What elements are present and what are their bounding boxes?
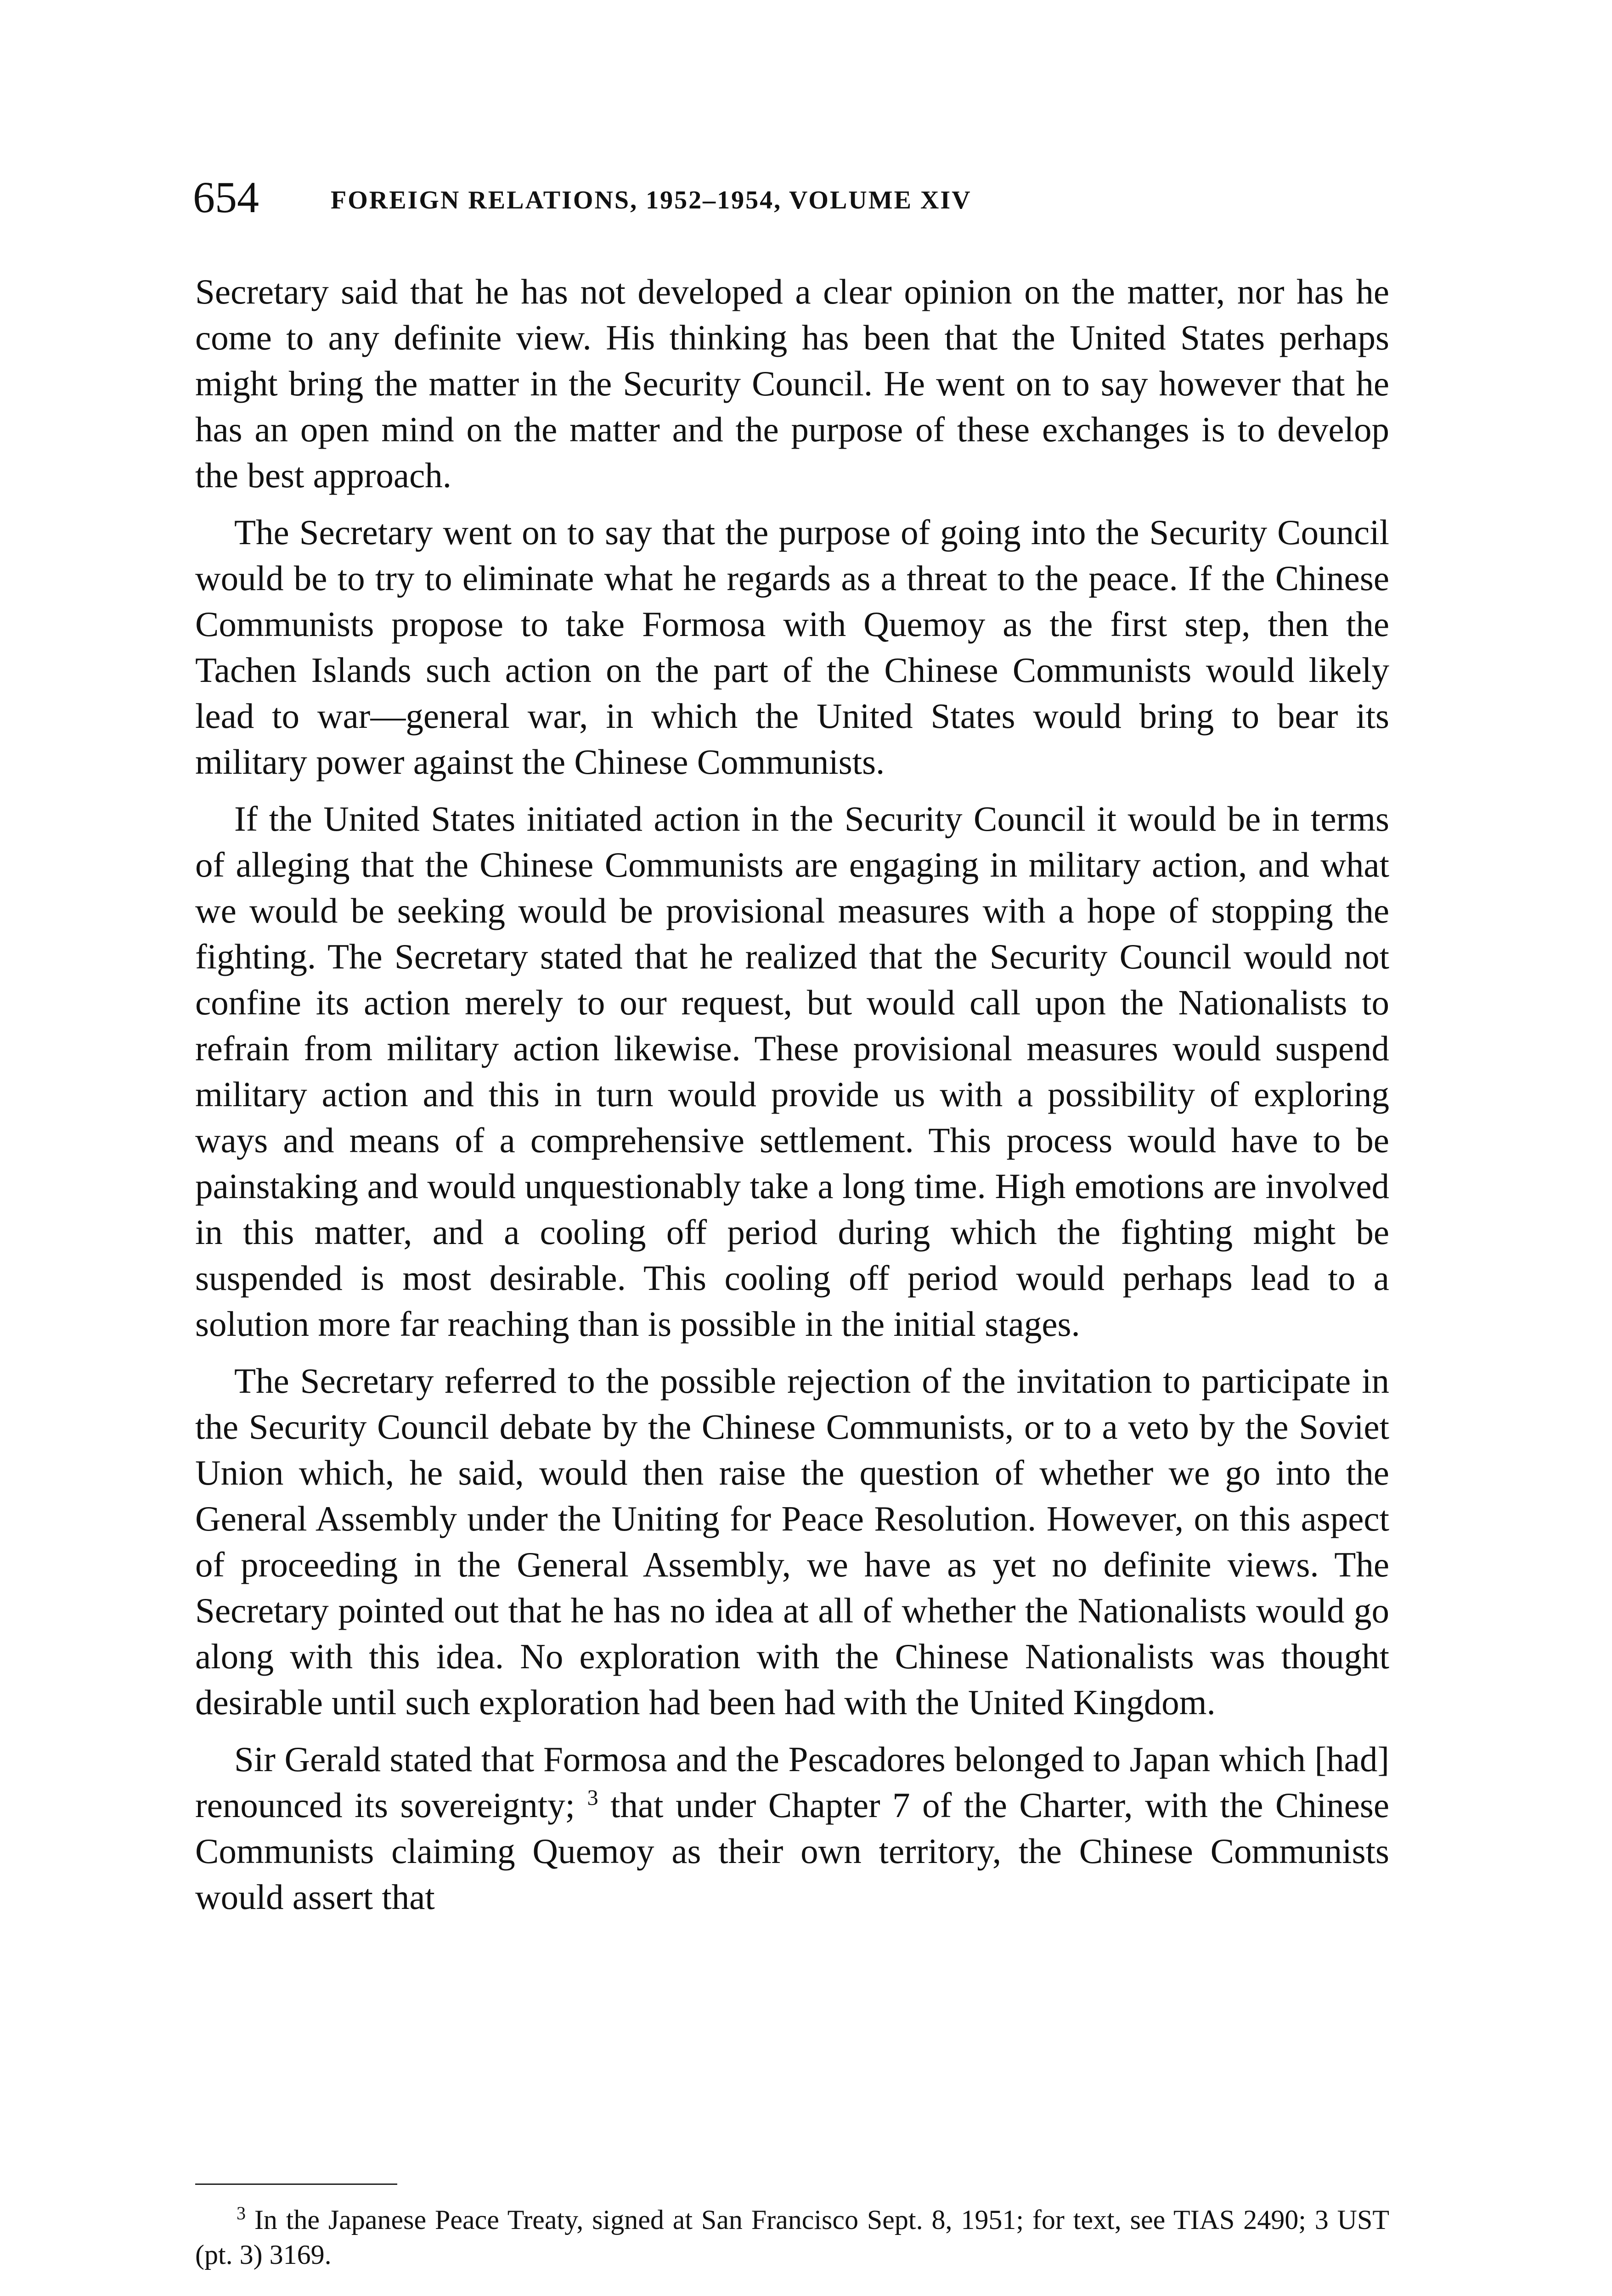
paragraph-4: The Secretary referred to the possible rejection of the invitation to participate in the Security Council debate by the Chinese Communists, or to a veto by the Soviet Union which, he said, would then raise the question of whether we go into the General Assembly under the Uniting for Peace Resolution. However, on this aspect of proceeding in the General Assembly, we have as yet no definite views. The Secretary pointed out that he has no idea at all of whether the Nationalists would go along with this idea. No exploration with the Chinese Nationalists was thought desirable until such exploration had been had with the United Kingdom. — [195, 1361, 1389, 1722]
paragraph-5-text-before: Sir Gerald stated that Formosa and the Pescadores belonged to Japan which [had] renounced its sovereignty; — [195, 1739, 1389, 1825]
footnote-marker: 3 — [237, 2203, 246, 2223]
footnote — [195, 2202, 1389, 2272]
paragraph-2: The Secretary went on to say that the purpose of going into the Security Council would be to try to eliminate what he regards as a threat to the peace. If the Chinese Communists propose to take Formosa with Quemoy as the first step, then the Tachen Islands such action on the part of the Chinese Communists would likely lead to war—general war, in which the United States would bring to bear its military power against the Chinese Communists. — [195, 512, 1389, 782]
footnote-divider — [195, 2183, 397, 2185]
page-number: 654 — [193, 173, 259, 222]
paragraph-5-text-after: that under Chapter 7 of the Charter, with the Chinese Communists claiming Quemoy as their own territory, the Chinese Communists would assert that — [195, 1785, 1390, 1917]
footnote-text: In the Japanese Peace Treaty, signed at San Francisco Sept. 8, 1951; for text, see TIAS 2490; 3 UST (pt. 3) 3169. — [195, 2205, 1390, 2270]
footnote-reference: 3 — [587, 1785, 598, 1810]
running-head: FOREIGN RELATIONS, 1952–1954, VOLUME XIV — [331, 186, 972, 214]
paragraph-5 — [195, 1736, 1389, 1920]
body-text — [195, 269, 1389, 1920]
paragraph-1: Secretary said that he has not developed a clear opinion on the matter, nor has he come to any definite view. His thinking has been that the United States perhaps might bring the matter in the Security Council. He went on to say however that he has an open mind on the matter and the purpose of these exchanges is to develop the best approach. — [195, 272, 1389, 495]
paragraph-3: If the United States initiated action in the Security Council it would be in terms of alleging that the Chinese Communists are engaging in military action, and what we would be seeking would be provisional measures with a hope of stopping the fighting. The Secretary stated that he realized that the Security Council would not confine its action merely to our request, but would call upon the Nationalists to refrain from military action likewise. These provisional measures would suspend military action and this in turn would provide us with a possibility of exploring ways and means of a comprehensive settlement. This process would have to be painstaking and would unquestionably take a long time. High emotions are involved in this matter, and a cooling off period during which the fighting might be suspended is most desirable. This cooling off period would perhaps lead to a solution more far reaching than is possible in the initial stages. — [195, 799, 1389, 1344]
page-header — [193, 170, 1433, 225]
footnotes — [195, 2183, 1389, 2272]
